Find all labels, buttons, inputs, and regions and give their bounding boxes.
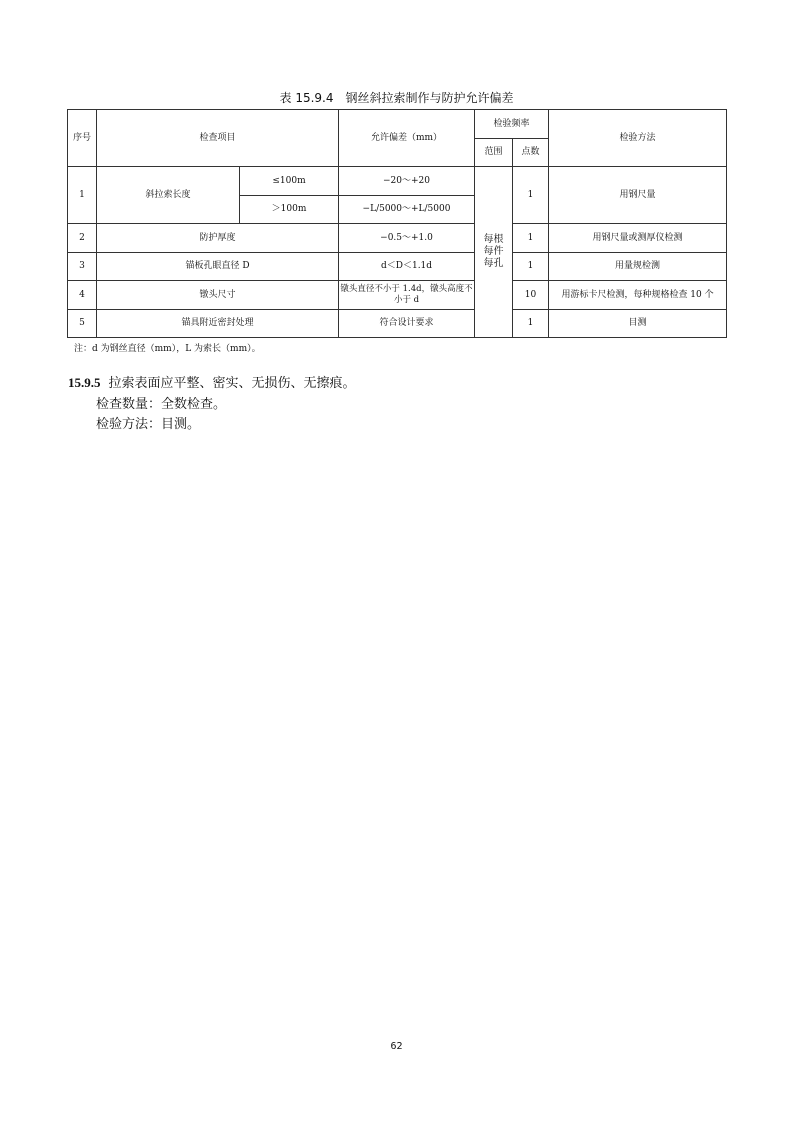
page-number: 62 [390, 1041, 403, 1052]
header-points: 点数 [513, 139, 549, 167]
row-4-item: 镦头尺寸 [97, 281, 339, 310]
row-3-method: 用量规检测 [549, 253, 727, 281]
row-2-seq: 2 [68, 224, 97, 253]
row-5-tolerance: 符合设计要求 [339, 310, 475, 338]
table-note: 注：d 为钢丝直径（mm），L 为索长（mm）。 [74, 344, 261, 354]
header-scope: 范围 [475, 139, 513, 167]
row-5-points: 1 [513, 310, 549, 338]
header-tolerance: 允许偏差（mm） [339, 110, 475, 167]
row-5-seq: 5 [68, 310, 97, 338]
header-frequency: 检验频率 [475, 110, 549, 139]
row-2-item: 防护厚度 [97, 224, 339, 253]
row-1-sub-a: ≤100m [240, 167, 339, 196]
clause-text: 拉索表面应平整、密实、无损伤、无擦痕。 [108, 376, 356, 391]
row-1-tolerance-a: −20～+20 [339, 167, 475, 196]
inspection-quantity: 检查数量：全数检查。 [96, 397, 227, 412]
header-item: 检查项目 [97, 110, 339, 167]
row-1-sub-b: ＞100m [240, 196, 339, 224]
row-1-tolerance-b: −L/5000～+L/5000 [339, 196, 475, 224]
clause-number: 15.9.5 [68, 375, 101, 390]
tolerance-table [67, 109, 727, 338]
scope-merged-cell [475, 167, 513, 338]
row-4-tolerance: 镦头直径不小于 1.4d，镦头高度不小于 d [339, 281, 475, 310]
row-3-points: 1 [513, 253, 549, 281]
row-5-item: 锚具附近密封处理 [97, 310, 339, 338]
scope-merged-text: 每根每件每孔 [483, 234, 504, 269]
row-1-item: 斜拉索长度 [97, 167, 240, 224]
row-4-points: 10 [513, 281, 549, 310]
row-4-seq: 4 [68, 281, 97, 310]
clause-15-9-5 [68, 372, 356, 391]
row-4-method: 用游标卡尺检测，每种规格检查 10 个 [549, 281, 727, 310]
row-2-tolerance: −0.5～+1.0 [339, 224, 475, 253]
header-method: 检验方法 [549, 110, 727, 167]
table-caption: 表 15.9.4 钢丝斜拉索制作与防护允许偏差 [279, 91, 514, 105]
inspection-method: 检验方法：目测。 [96, 417, 201, 432]
row-2-points: 1 [513, 224, 549, 253]
row-2-method: 用钢尺量或测厚仪检测 [549, 224, 727, 253]
header-seq: 序号 [68, 110, 97, 167]
row-1-points: 1 [513, 167, 549, 224]
row-1-method: 用钢尺量 [549, 167, 727, 224]
row-3-item: 锚板孔眼直径 D [97, 253, 339, 281]
row-1-seq: 1 [68, 167, 97, 224]
row-3-seq: 3 [68, 253, 97, 281]
row-5-method: 目测 [549, 310, 727, 338]
row-3-tolerance: d＜D＜1.1d [339, 253, 475, 281]
